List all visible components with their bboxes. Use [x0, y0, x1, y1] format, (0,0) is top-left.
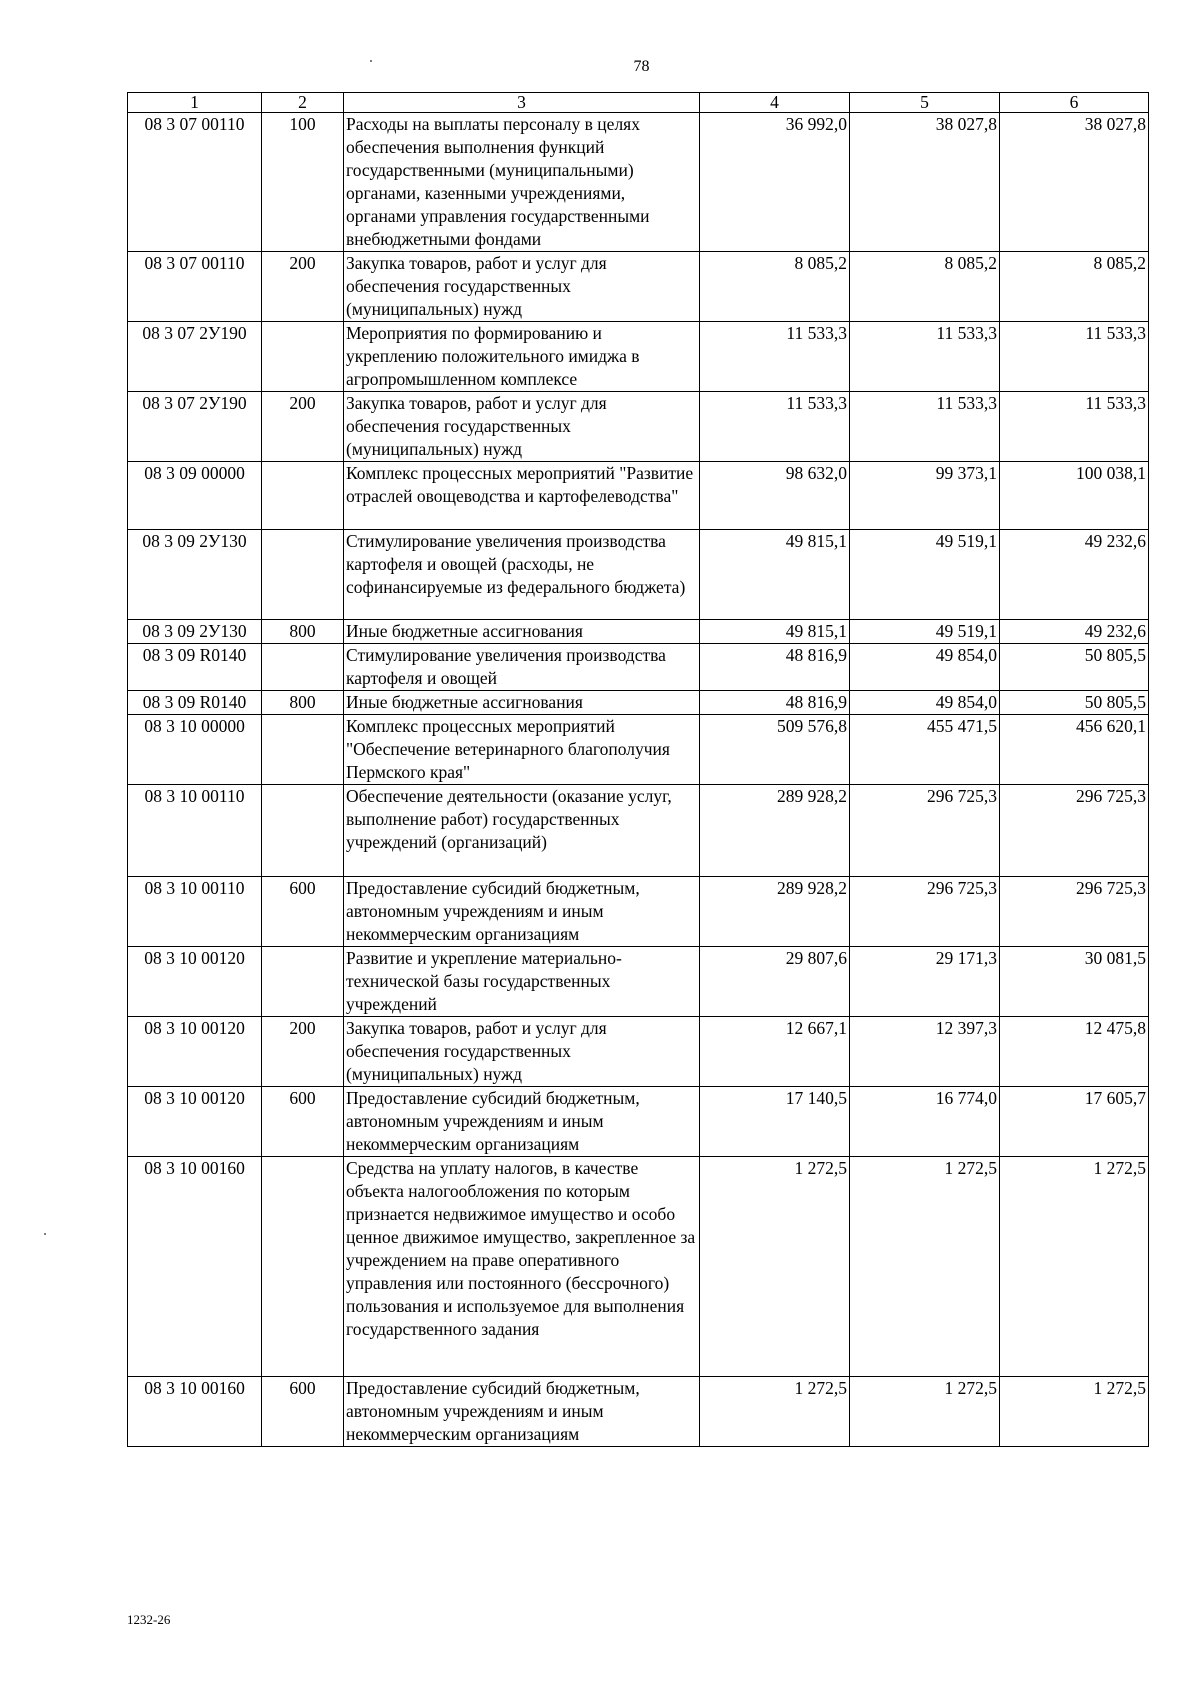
row-amount-col4: 48 816,9 — [700, 691, 850, 715]
row-expense-type — [262, 785, 344, 877]
row-code: 08 3 07 2У190 — [128, 322, 262, 392]
row-expense-type — [262, 715, 344, 785]
table-row — [128, 691, 1149, 715]
row-amount-col5: 11 533,3 — [850, 392, 1000, 462]
table-row — [128, 947, 1149, 1017]
row-description: Обеспечение деятельности (оказание услуг, выполнение работ) государственных учреждений (организаций) — [344, 785, 700, 877]
row-code: 08 3 10 00110 — [128, 785, 262, 877]
table-row — [128, 785, 1149, 877]
row-expense-type: 600 — [262, 1377, 344, 1447]
row-amount-col5: 49 854,0 — [850, 644, 1000, 691]
row-amount-col5: 296 725,3 — [850, 785, 1000, 877]
row-amount-col6: 11 533,3 — [1000, 392, 1149, 462]
row-amount-col5: 11 533,3 — [850, 322, 1000, 392]
table-row — [128, 462, 1149, 530]
table-row — [128, 620, 1149, 644]
row-description: Мероприятия по формированию и укреплению положительного имиджа в агропромышленном комплексе — [344, 322, 700, 392]
table-row — [128, 644, 1149, 691]
row-expense-type: 200 — [262, 1017, 344, 1087]
row-code: 08 3 10 00110 — [128, 877, 262, 947]
row-amount-col6: 1 272,5 — [1000, 1157, 1149, 1377]
row-amount-col6: 49 232,6 — [1000, 620, 1149, 644]
row-expense-type: 200 — [262, 392, 344, 462]
row-description: Закупка товаров, работ и услуг для обеспечения государственных (муниципальных) нужд — [344, 1017, 700, 1087]
row-description: Иные бюджетные ассигнования — [344, 620, 700, 644]
row-amount-col6: 50 805,5 — [1000, 691, 1149, 715]
row-amount-col6: 11 533,3 — [1000, 322, 1149, 392]
row-amount-col5: 8 085,2 — [850, 252, 1000, 322]
row-description: Иные бюджетные ассигнования — [344, 691, 700, 715]
budget-table — [127, 92, 1149, 1447]
row-expense-type: 200 — [262, 252, 344, 322]
row-expense-type: 600 — [262, 877, 344, 947]
row-amount-col6: 296 725,3 — [1000, 785, 1149, 877]
row-code: 08 3 09 2У130 — [128, 620, 262, 644]
row-amount-col6: 1 272,5 — [1000, 1377, 1149, 1447]
row-amount-col4: 36 992,0 — [700, 113, 850, 252]
row-amount-col4: 11 533,3 — [700, 322, 850, 392]
row-code: 08 3 10 00120 — [128, 1017, 262, 1087]
row-amount-col4: 289 928,2 — [700, 877, 850, 947]
row-code: 08 3 10 00160 — [128, 1157, 262, 1377]
row-amount-col6: 12 475,8 — [1000, 1017, 1149, 1087]
table-row — [128, 715, 1149, 785]
row-description: Предоставление субсидий бюджетным, автономным учреждениям и иным некоммерческим организациям — [344, 1087, 700, 1157]
row-amount-col5: 38 027,8 — [850, 113, 1000, 252]
row-amount-col5: 296 725,3 — [850, 877, 1000, 947]
column-header: 3 — [344, 93, 700, 113]
row-code: 08 3 09 00000 — [128, 462, 262, 530]
row-amount-col6: 30 081,5 — [1000, 947, 1149, 1017]
row-code: 08 3 10 00000 — [128, 715, 262, 785]
row-amount-col4: 12 667,1 — [700, 1017, 850, 1087]
document-footer-code: 1232-26 — [127, 1612, 171, 1627]
row-description: Стимулирование увеличения производства картофеля и овощей — [344, 644, 700, 691]
row-amount-col5: 1 272,5 — [850, 1157, 1000, 1377]
row-code: 08 3 07 00110 — [128, 252, 262, 322]
table-row — [128, 1377, 1149, 1447]
row-amount-col4: 29 807,6 — [700, 947, 850, 1017]
row-description: Закупка товаров, работ и услуг для обеспечения государственных (муниципальных) нужд — [344, 392, 700, 462]
row-expense-type: 800 — [262, 620, 344, 644]
row-description: Комплекс процессных мероприятий "Обеспечение ветеринарного благополучия Пермского края" — [344, 715, 700, 785]
row-code: 08 3 09 2У130 — [128, 530, 262, 620]
table-row — [128, 877, 1149, 947]
table-row — [128, 1017, 1149, 1087]
row-amount-col4: 1 272,5 — [700, 1157, 850, 1377]
row-amount-col4: 49 815,1 — [700, 620, 850, 644]
row-code: 08 3 07 2У190 — [128, 392, 262, 462]
table-row — [128, 1087, 1149, 1157]
row-amount-col6: 456 620,1 — [1000, 715, 1149, 785]
row-amount-col5: 1 272,5 — [850, 1377, 1000, 1447]
row-amount-col6: 38 027,8 — [1000, 113, 1149, 252]
row-expense-type — [262, 530, 344, 620]
row-code: 08 3 09 R0140 — [128, 644, 262, 691]
row-amount-col5: 49 519,1 — [850, 620, 1000, 644]
row-amount-col5: 49 854,0 — [850, 691, 1000, 715]
column-header: 4 — [700, 93, 850, 113]
row-amount-col5: 29 171,3 — [850, 947, 1000, 1017]
row-amount-col6: 100 038,1 — [1000, 462, 1149, 530]
scan-speck — [370, 60, 372, 62]
row-amount-col4: 1 272,5 — [700, 1377, 850, 1447]
row-expense-type: 800 — [262, 691, 344, 715]
row-amount-col4: 11 533,3 — [700, 392, 850, 462]
row-description: Развитие и укрепление материально-технической базы государственных учреждений — [344, 947, 700, 1017]
row-code: 08 3 07 00110 — [128, 113, 262, 252]
row-amount-col5: 455 471,5 — [850, 715, 1000, 785]
table-row — [128, 322, 1149, 392]
column-header: 6 — [1000, 93, 1149, 113]
column-header: 5 — [850, 93, 1000, 113]
page-number: 78 — [633, 58, 650, 75]
row-amount-col4: 289 928,2 — [700, 785, 850, 877]
column-header: 1 — [128, 93, 262, 113]
table-row — [128, 530, 1149, 620]
row-amount-col5: 49 519,1 — [850, 530, 1000, 620]
row-code: 08 3 10 00160 — [128, 1377, 262, 1447]
row-amount-col4: 8 085,2 — [700, 252, 850, 322]
row-amount-col4: 48 816,9 — [700, 644, 850, 691]
table-header-row — [128, 93, 1149, 113]
row-expense-type — [262, 1157, 344, 1377]
row-expense-type: 600 — [262, 1087, 344, 1157]
row-description: Стимулирование увеличения производства картофеля и овощей (расходы, не софинансируемые из федерального бюджета) — [344, 530, 700, 620]
row-expense-type: 100 — [262, 113, 344, 252]
row-amount-col4: 49 815,1 — [700, 530, 850, 620]
row-expense-type — [262, 322, 344, 392]
row-amount-col4: 509 576,8 — [700, 715, 850, 785]
row-description: Комплекс процессных мероприятий "Развитие отраслей овощеводства и картофелеводства" — [344, 462, 700, 530]
table-row — [128, 113, 1149, 252]
column-header: 2 — [262, 93, 344, 113]
row-amount-col5: 12 397,3 — [850, 1017, 1000, 1087]
row-amount-col6: 17 605,7 — [1000, 1087, 1149, 1157]
row-amount-col6: 8 085,2 — [1000, 252, 1149, 322]
scan-speck — [44, 1233, 46, 1235]
row-code: 08 3 10 00120 — [128, 1087, 262, 1157]
row-expense-type — [262, 462, 344, 530]
row-code: 08 3 09 R0140 — [128, 691, 262, 715]
row-description: Предоставление субсидий бюджетным, автономным учреждениям и иным некоммерческим организациям — [344, 1377, 700, 1447]
row-description: Средства на уплату налогов, в качестве объекта налогообложения по которым признается недвижимое имущество и особо ценное движимое имущество, закрепленное за учреждением на праве оперативного управления или постоянного (бессрочного) пользования и используемое для выполнения государственного задания — [344, 1157, 700, 1377]
table-row — [128, 1157, 1149, 1377]
table-row — [128, 252, 1149, 322]
row-amount-col4: 17 140,5 — [700, 1087, 850, 1157]
row-amount-col4: 98 632,0 — [700, 462, 850, 530]
table-row — [128, 392, 1149, 462]
row-expense-type — [262, 947, 344, 1017]
row-amount-col5: 16 774,0 — [850, 1087, 1000, 1157]
row-amount-col6: 50 805,5 — [1000, 644, 1149, 691]
row-amount-col5: 99 373,1 — [850, 462, 1000, 530]
row-description: Расходы на выплаты персоналу в целях обеспечения выполнения функций государственными (муниципальными) органами, казенными учреждениями, органами управления государственными внебюджетными фондами — [344, 113, 700, 252]
row-amount-col6: 49 232,6 — [1000, 530, 1149, 620]
row-description: Закупка товаров, работ и услуг для обеспечения государственных (муниципальных) нужд — [344, 252, 700, 322]
row-expense-type — [262, 644, 344, 691]
row-description: Предоставление субсидий бюджетным, автономным учреждениям и иным некоммерческим организациям — [344, 877, 700, 947]
row-code: 08 3 10 00120 — [128, 947, 262, 1017]
row-amount-col6: 296 725,3 — [1000, 877, 1149, 947]
